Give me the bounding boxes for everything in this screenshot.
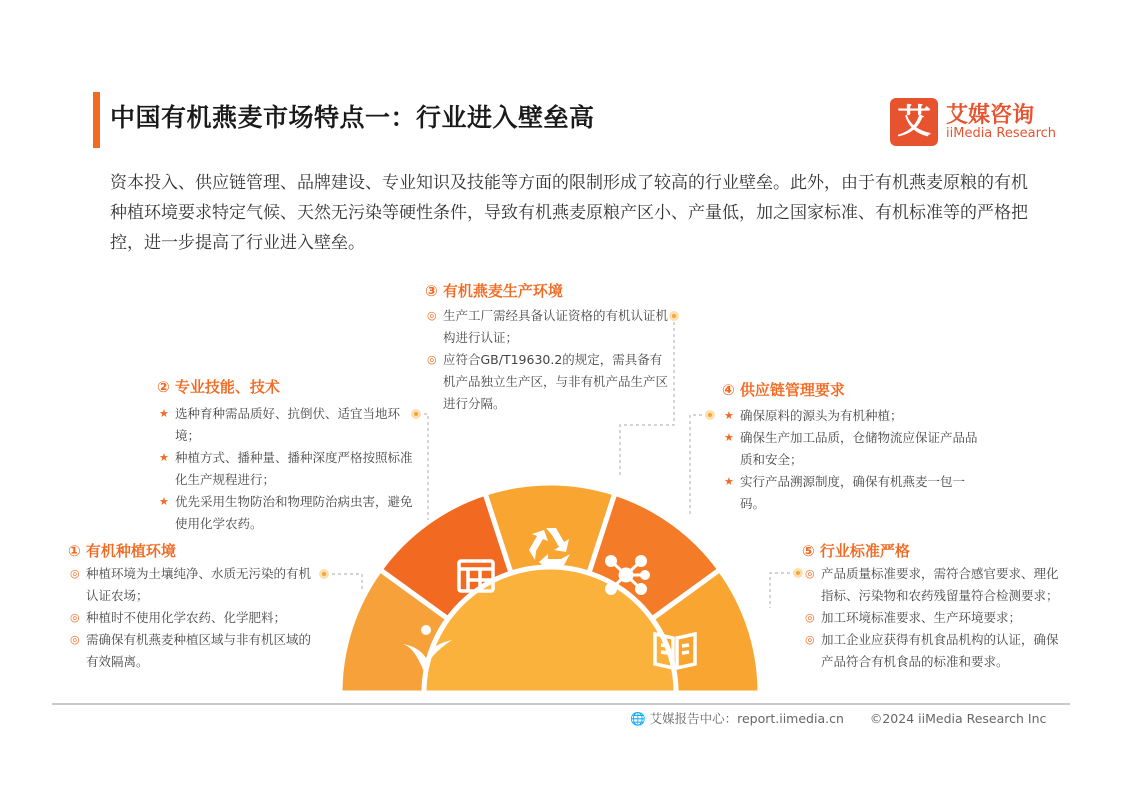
star-bullet-icon: ★ [724, 409, 734, 422]
list-item: ★ 选种育种需品质好、抗倒伏、适宜当地环境； [159, 403, 417, 447]
list-item: ★ 优先采用生物防治和物理防治病虫害，避免使用化学农药。 [159, 491, 417, 535]
connector-dot-5 [795, 570, 802, 577]
list-item: ★ 确保生产加工品质，仓储物流应保证产品品质和安全； [724, 427, 986, 471]
ring-bullet-icon: ◎ [805, 567, 815, 580]
section-3-title: ③ 有机燕麦生产环境 [425, 282, 563, 300]
footer [630, 709, 1046, 727]
star-bullet-icon: ★ [724, 475, 734, 488]
list-item: ◎ 应符合GB/T19630.2的规定，需具备有机产品独立生产区，与非有机产品生产区进行分隔。 [427, 349, 669, 415]
ring-bullet-icon: ◎ [427, 309, 437, 322]
section-2-title: ② 专业技能、技术 [157, 378, 280, 396]
section-1-title: ① 有机种植环境 [68, 542, 176, 560]
star-bullet-icon: ★ [159, 407, 169, 420]
logo-cn-name: 艾媒咨询 [946, 103, 1035, 128]
connector-dot-3 [671, 313, 678, 320]
section-1-list [70, 563, 322, 673]
star-bullet-icon: ★ [159, 451, 169, 464]
star-bullet-icon: ★ [159, 495, 169, 508]
footer-source: 艾媒报告中心：report.iimedia.cn [649, 711, 844, 726]
globe-icon: 🌐 [630, 711, 646, 726]
title-accent-bar [93, 92, 100, 148]
iimedia-logo [890, 98, 1060, 146]
list-item: ◎ 加工环境标准要求、生产环境要求； [805, 607, 1065, 629]
list-item: ★ 种植方式、播种量、播种深度严格按照标准化生产规程进行； [159, 447, 417, 491]
ring-bullet-icon: ◎ [805, 633, 815, 646]
section-4-title: ④ 供应链管理要求 [722, 381, 845, 399]
list-item: ◎ 种植环境为土壤纯净、水质无污染的有机认证农场； [70, 563, 322, 607]
ring-bullet-icon: ◎ [427, 353, 437, 366]
ring-bullet-icon: ◎ [70, 633, 80, 646]
list-item: ◎ 产品质量标准要求，需符合感官要求、理化指标、污染物和农药残留量符合检测要求； [805, 563, 1065, 607]
star-bullet-icon: ★ [724, 431, 734, 444]
logo-mark: 艾 [890, 98, 938, 146]
footer-copyright: ©2024 iiMedia Research Inc [869, 711, 1047, 726]
section-5-list [805, 563, 1065, 673]
page-title: 中国有机燕麦市场特点一：行业进入壁垒高 [110, 103, 595, 132]
list-item: ★ 确保原料的源头为有机种植； [724, 405, 986, 427]
ring-bullet-icon: ◎ [70, 611, 80, 624]
connector-dot-4 [707, 412, 714, 419]
ring-bullet-icon: ◎ [70, 567, 80, 580]
logo-en-name: iiMedia Research [946, 126, 1057, 141]
connector-5 [770, 573, 796, 608]
section-4-list [724, 405, 986, 515]
section-2-list [159, 403, 417, 535]
section-5-title: ⑤ 行业标准严格 [802, 542, 910, 560]
intro-paragraph: 资本投入、供应链管理、品牌建设、专业知识及技能等方面的限制形成了较高的行业壁垒。此外，由于有机燕麦原粮的有机种植环境要求特定气候、天然无污染等硬性条件，导致有机燕麦原粮产区小、产量低，加之国家标准、有机标准等的严格把控，进一步提高了行业进入壁垒。 [110, 173, 1028, 253]
ring-bullet-icon: ◎ [805, 611, 815, 624]
section-3-list [427, 305, 669, 415]
list-item: ◎ 种植时不使用化学农药、化学肥料； [70, 607, 322, 629]
list-item: ★ 实行产品溯源制度，确保有机燕麦一包一码。 [724, 471, 986, 515]
footer-divider [52, 703, 1070, 705]
list-item: ◎ 需确保有机燕麦种植区域与非有机区域的有效隔离。 [70, 629, 322, 673]
list-item: ◎ 生产工厂需经具备认证资格的有机认证机构进行认证； [427, 305, 669, 349]
list-item: ◎ 加工企业应获得有机食品机构的认证，确保产品符合有机食品的标准和要求。 [805, 629, 1065, 673]
